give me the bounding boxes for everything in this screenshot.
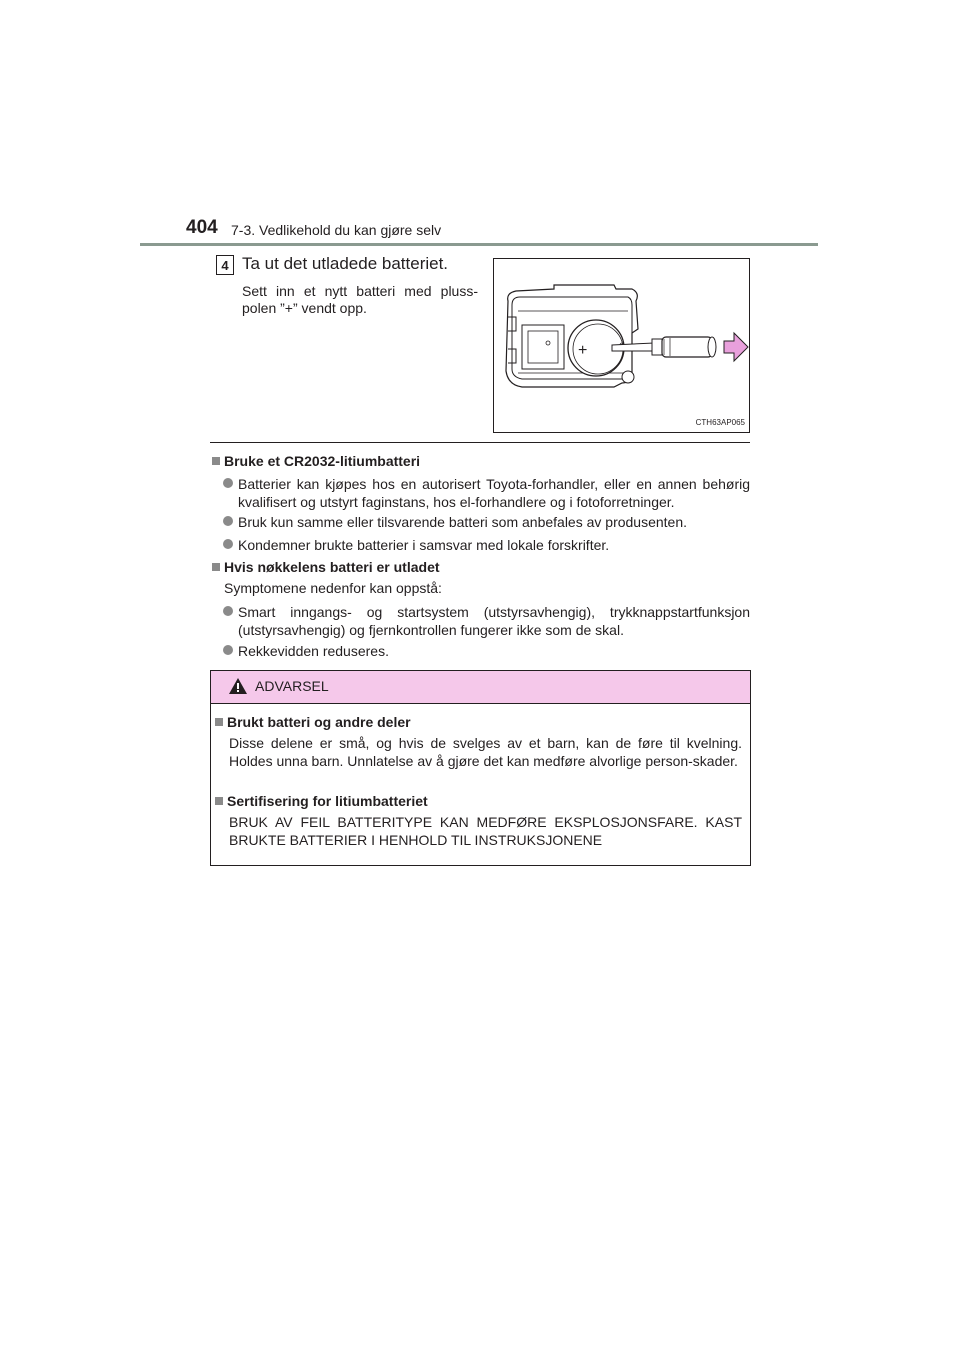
section-intro: Symptomene nedenfor kan oppstå:	[224, 580, 442, 596]
list-item: Kondemner brukte batterier i samsvar med lokale forskrifter.	[238, 536, 750, 554]
list-item: Bruk kun samme eller tilsvarende batteri som anbefales av produsenten.	[238, 513, 750, 531]
step-number-box: 4	[216, 255, 234, 275]
square-bullet-icon	[215, 797, 223, 805]
section-heading: Hvis nøkkelens batteri er utladet	[212, 559, 440, 575]
warning-item-text: BRUK AV FEIL BATTERITYPE KAN MEDFØRE EKSPLOSJONSFARE. KAST BRUKTE BATTERIER I HENHOLD TIL INSTRUKSJONENE	[229, 814, 742, 848]
list-item: Rekkevidden reduseres.	[238, 642, 750, 660]
section-title: 7-3. Vedlikehold du kan gjøre selv	[231, 222, 442, 238]
warning-item-heading: Brukt batteri og andre deler	[215, 714, 411, 730]
warning-triangle-icon	[228, 677, 248, 695]
warning-item-heading: Sertifisering for litiumbatteriet	[215, 793, 428, 809]
key-fob-illustration	[494, 259, 749, 432]
square-bullet-icon	[215, 718, 223, 726]
arrow-right-icon	[724, 333, 748, 361]
warning-header	[211, 671, 750, 704]
square-bullet-icon	[212, 563, 220, 571]
bullet-dot-icon	[223, 516, 233, 526]
plus-sign: +	[578, 342, 588, 359]
warning-item-text: Disse delene er små, og hvis de svelges av et barn, kan de føre til kvelning. Holdes unna barn. Unnlatelse av å gjøre det kan medføre alvorlige person-skader.	[229, 735, 742, 769]
bullet-dot-icon	[223, 606, 233, 616]
bullet-dot-icon	[223, 645, 233, 655]
battery-illustration	[493, 258, 750, 433]
bullet-dot-icon	[223, 478, 233, 488]
bullet-dot-icon	[223, 539, 233, 549]
section-divider	[210, 442, 750, 443]
list-item: Batterier kan kjøpes hos en autorisert Toyota-forhandler, eller en annen behørig kvalifisert og utstyrt faginstans, hos el-forhandlere og i fotoforretninger.	[238, 475, 750, 511]
step-title: Ta ut det utladede batteriet.	[242, 254, 449, 273]
square-bullet-icon	[212, 457, 220, 465]
illustration-code: CTH63AP065	[695, 418, 745, 427]
header-rule	[140, 243, 818, 246]
warning-box	[210, 670, 751, 866]
list-item: Smart inngangs- og startsystem (utstyrsavhengig), trykknappstartfunksjon (utstyrsavhengig) og fjernkontrollen fungerer ikke som de skal.	[238, 603, 750, 639]
warning-title: ADVARSEL	[255, 678, 329, 694]
page-number: 404	[186, 217, 218, 238]
section-heading: Bruke et CR2032-litiumbatteri	[212, 453, 420, 469]
step-note: Sett inn et nytt batteri med pluss-polen ”+” vendt opp.	[242, 283, 478, 316]
